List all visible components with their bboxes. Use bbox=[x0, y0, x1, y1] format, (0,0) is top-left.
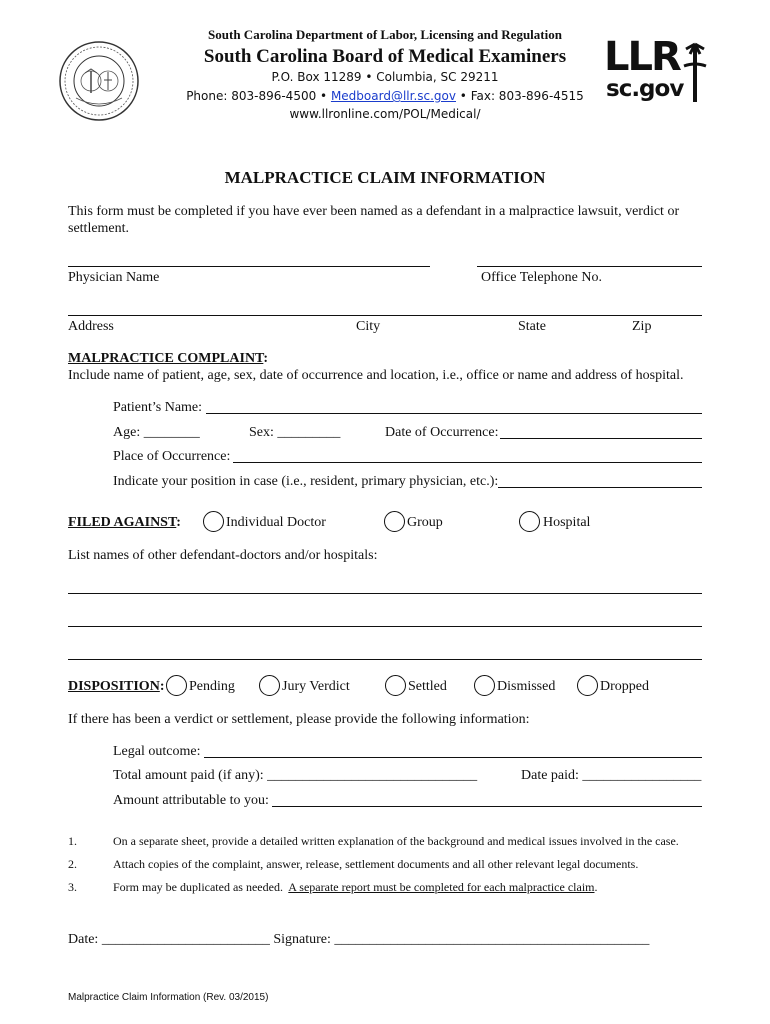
complaint-heading bbox=[68, 351, 268, 367]
legal-outcome-label: Legal outcome: bbox=[113, 744, 201, 759]
radio-hospital[interactable] bbox=[519, 511, 540, 532]
date-of-occurrence-field[interactable] bbox=[500, 438, 702, 439]
palmetto-icon bbox=[680, 40, 710, 104]
patient-name-label: Patient’s Name: bbox=[113, 400, 203, 415]
note-3-end: . bbox=[594, 880, 598, 894]
option-individual-doctor: Individual Doctor bbox=[226, 515, 326, 530]
disposition-heading-colon: : bbox=[159, 679, 165, 694]
option-pending: Pending bbox=[189, 679, 235, 694]
note-3-text bbox=[113, 880, 598, 895]
date-of-occurrence-label: Date of Occurrence: bbox=[385, 425, 499, 440]
filed-against-heading-colon: : bbox=[176, 515, 181, 530]
option-group: Group bbox=[407, 515, 443, 530]
sex-label-text: Sex: bbox=[249, 425, 274, 440]
radio-jury-verdict[interactable] bbox=[259, 675, 280, 696]
place-of-occurrence-field[interactable] bbox=[233, 462, 702, 463]
intro-text-line2: settlement. bbox=[68, 221, 130, 236]
filed-against-heading bbox=[68, 515, 181, 531]
office-phone-field[interactable] bbox=[477, 266, 702, 267]
option-settled: Settled bbox=[408, 679, 447, 694]
zip-label: Zip bbox=[632, 319, 652, 334]
option-jury-verdict: Jury Verdict bbox=[282, 679, 350, 694]
filed-against-heading-text: FILED AGAINST bbox=[68, 515, 177, 530]
option-hospital: Hospital bbox=[543, 515, 591, 530]
sex-label bbox=[249, 425, 340, 441]
other-defendants-line-3[interactable] bbox=[68, 659, 702, 660]
place-of-occurrence-label: Place of Occurrence: bbox=[113, 449, 231, 464]
date-signature-row bbox=[68, 932, 649, 948]
legal-outcome-field[interactable] bbox=[204, 757, 702, 758]
radio-dropped[interactable] bbox=[577, 675, 598, 696]
age-field[interactable]: ________ bbox=[143, 425, 200, 440]
city-label: City bbox=[356, 319, 381, 334]
radio-settled[interactable] bbox=[385, 675, 406, 696]
logo-text-top: LLR bbox=[604, 34, 680, 80]
state-label: State bbox=[518, 319, 546, 334]
note-2-number: 2. bbox=[68, 857, 77, 871]
department-name: South Carolina Department of Labor, Licensing and Regulation bbox=[208, 27, 562, 42]
complaint-instructions: Include name of patient, age, sex, date of occurrence and location, i.e., office or name and address of hospital. bbox=[68, 368, 684, 383]
other-defendants-line-2[interactable] bbox=[68, 626, 702, 627]
note-1-text: On a separate sheet, provide a detailed written explanation of the background and medical issues involved in the case. bbox=[113, 834, 679, 848]
date-paid-label-text: Date paid: bbox=[521, 768, 579, 783]
total-paid-field[interactable]: ______________________________ bbox=[267, 768, 478, 783]
note-2-text: Attach copies of the complaint, answer, release, settlement documents and all other relevant legal documents. bbox=[113, 857, 639, 871]
board-name: South Carolina Board of Medical Examiners bbox=[203, 46, 567, 67]
mailing-address: P.O. Box 11289 • Columbia, SC 29211 bbox=[271, 70, 499, 84]
address-field[interactable] bbox=[68, 315, 702, 316]
signature-label: Signature: bbox=[273, 932, 331, 947]
note-3-main: Form may be duplicated as needed. bbox=[113, 880, 283, 894]
note-1-number: 1. bbox=[68, 834, 77, 848]
position-label: Indicate your position in case (i.e., resident, primary physician, etc.): bbox=[113, 474, 499, 489]
email-link[interactable]: Medboard@llr.sc.gov bbox=[330, 89, 456, 103]
date-label: Date: bbox=[68, 932, 99, 947]
footer-text: Malpractice Claim Information (Rev. 03/2015) bbox=[68, 992, 269, 1003]
date-field[interactable]: ________________________ bbox=[101, 932, 270, 947]
logo-text-bottom: sc.gov bbox=[606, 76, 684, 102]
verdict-intro: If there has been a verdict or settlement, please provide the following information: bbox=[68, 712, 530, 727]
website-text: www.llronline.com/POL/Medical/ bbox=[289, 107, 481, 121]
patient-name-field[interactable] bbox=[206, 413, 702, 414]
note-3-number: 3. bbox=[68, 880, 77, 894]
address-label: Address bbox=[68, 319, 114, 334]
fax-text: • Fax: 803-896-4515 bbox=[455, 89, 584, 103]
llr-logo bbox=[602, 34, 712, 106]
signature-field[interactable]: _____________________________________________ bbox=[334, 932, 650, 947]
radio-pending[interactable] bbox=[166, 675, 187, 696]
disposition-heading-text: DISPOSITION bbox=[68, 679, 160, 694]
option-dropped: Dropped bbox=[600, 679, 649, 694]
disposition-heading bbox=[68, 679, 164, 695]
other-defendants-line-1[interactable] bbox=[68, 593, 702, 594]
complaint-heading-text: MALPRACTICE COMPLAINT bbox=[68, 351, 264, 366]
amount-attributable-field[interactable] bbox=[272, 806, 702, 807]
total-paid-label bbox=[113, 768, 477, 784]
complaint-heading-colon: : bbox=[263, 351, 269, 366]
intro-text-line1: This form must be completed if you have ever been named as a defendant in a malpractice lawsuit, verdict or bbox=[68, 204, 680, 219]
total-paid-label-text: Total amount paid (if any): bbox=[113, 768, 264, 783]
radio-group[interactable] bbox=[384, 511, 405, 532]
age-label bbox=[113, 425, 200, 441]
phone-text: Phone: 803-896-4500 • bbox=[186, 89, 331, 103]
office-phone-label: Office Telephone No. bbox=[481, 270, 602, 285]
other-defendants-label: List names of other defendant-doctors and/or hospitals: bbox=[68, 548, 378, 563]
amount-attributable-label: Amount attributable to you: bbox=[113, 793, 269, 808]
sex-field[interactable]: _________ bbox=[277, 425, 341, 440]
form-title: MALPRACTICE CLAIM INFORMATION bbox=[224, 168, 546, 187]
radio-individual-doctor[interactable] bbox=[203, 511, 224, 532]
age-label-text: Age: bbox=[113, 425, 141, 440]
note-3-underlined: A separate report must be completed for each malpractice claim bbox=[288, 880, 595, 894]
position-field[interactable] bbox=[498, 487, 702, 488]
date-paid-field[interactable]: _________________ bbox=[582, 768, 702, 783]
physician-name-label: Physician Name bbox=[68, 270, 160, 285]
physician-name-field[interactable] bbox=[68, 266, 430, 267]
date-paid-label bbox=[521, 768, 701, 784]
option-dismissed: Dismissed bbox=[497, 679, 556, 694]
radio-dismissed[interactable] bbox=[474, 675, 495, 696]
